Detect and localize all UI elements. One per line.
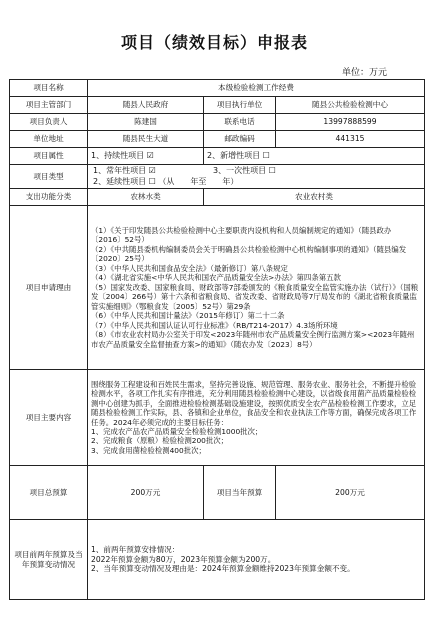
row-project-name [10,80,425,97]
label-dept: 项目主管部门 [10,97,88,114]
value-dept: 随县人民政府 [88,97,204,114]
label-total-budget: 项目总预算 [10,466,88,520]
basis-line: （1）《关于印发随县公共检验检测中心主要职责内设机构和人员编制规定的通知》（随县政办〔2016〕52号） [91,225,392,245]
basis-line: （5）国家发改委、国家粮食局、财政部等7部委颁发的《粮食质量安全监管实施办法（试行）》（国粮发〔2004〕266号）第十六条和省粮食局、省发改委、省财政局等7厅局发布的《湖北省粮食质量监管实施细则》（鄂粮食发〔2005〕52号）第29条 [91,282,419,311]
basis-line: （8）《市农业农村局办公室关于印发<2023年随州市农产品质量安全例行监测方案><2023年随州市农产品质量安全监督抽查方案>的通知》（随农办发〔2023〕8号） [91,330,415,349]
row-change [10,520,425,600]
label-function-class: 支出功能分类 [10,189,88,206]
content-line: 1、完成农产品农产品质量安全检验检测1000批次； [91,426,263,436]
basis-content [88,206,425,370]
value-function-class-2: 农业农村类 [204,189,425,206]
value-function-class-1: 农林水类 [88,189,204,206]
content-block [88,370,425,466]
change-line: 2、当年预算变动情况及理由是：2024年预算金额维持2023年预算金额不变。 [91,564,355,574]
row-total [10,466,425,520]
label-basis: 项目申请理由 [10,206,88,370]
row-content [10,370,425,466]
value-address: 随县民生大道 [88,131,204,148]
row-function-class [10,189,425,206]
basis-line: （7）《中华人民共和国认证认可行业标准》（RB/T214-2017）4.3场所环境 [91,320,338,330]
label-exec-unit: 项目执行单位 [204,97,276,114]
unit-label: 单位：万元 [341,68,387,78]
type-option-recurring[interactable]: 1、常年性项目 ☑ [93,166,156,176]
label-address: 单位地址 [10,131,88,148]
row-owner [10,114,425,131]
value-year-budget: 200万元 [276,466,425,520]
value-exec-unit: 随县公共检验检测中心 [276,97,425,114]
label-project-name: 项目名称 [10,80,88,97]
row-basis [10,206,425,370]
value-phone: 13997888599 [276,114,425,131]
value-total-budget: 200万元 [88,466,204,520]
label-owner: 项目负责人 [10,114,88,131]
attribute-option-new[interactable]: 2、新增性项目 ☐ [204,148,425,165]
label-zip: 邮政编码 [204,131,276,148]
label-budget-change: 项目前两年预算及当年预算变动情况 [10,520,88,600]
label-phone: 联系电话 [204,114,276,131]
row-type [10,165,425,189]
basis-line: （4）《湖北省实施<中华人民共和国农产品质量安全法>办法》第四条第五款 [91,273,341,283]
row-attribute [10,148,425,165]
value-owner: 陈建国 [88,114,204,131]
content-line: 围绕服务工程建设和百姓民生需求，坚持完善设施、规范管理、服务农业、服务社会，不断提升检验检测水平，各项工作扎实有序推进，充分利用随县检验检测中心建设，以省级食用菌产品质量检验检测中心创建为抓手，全面推进检验检测基础设施建设，按照优质安全农产品检验检测工作要求，立足随县检验检测工作实际，县、各镇和企业单位，食品安全和农业执法工作等方面，确保完成各项工作任务。2024年必须完成的主要目标任务： [91,379,417,427]
change-block [88,520,425,600]
label-year-budget: 项目当年预算 [204,466,276,520]
type-option-onetime[interactable]: 3、一次性项目 ☐ [213,166,276,176]
declaration-table [9,79,425,600]
label-content: 项目主要内容 [10,370,88,466]
label-type: 项目类型 [10,165,88,189]
type-options [88,165,425,189]
change-line: 1、前两年预算安排情况： [91,544,180,554]
row-dept [10,97,425,114]
row-address [10,131,425,148]
basis-line: （2）《中共随县委机构编制委员会关于明确县公共检验检测中心机构编制事项的通知》（随县编发〔2020〕25号） [91,244,407,264]
content-line: 3、完成食用菌检验检测400批次； [91,445,206,455]
value-zip: 441315 [276,131,425,148]
attribute-option-continuous[interactable]: 1、持续性项目 ☑ [88,148,204,165]
page-title: 项目（绩效目标）申报表 [120,33,308,52]
value-project-name: 本级检验检测工作经费 [88,80,425,97]
content-line: 2、完成粮食（原粮）检验检测200批次； [91,436,229,446]
basis-line: （3）《中华人民共和国食品安全法》（最新修订）第八条规定 [91,263,288,273]
type-option-extended[interactable]: 2、延续性项目 ☐ （从 年至 年） [93,176,239,186]
label-attribute: 项目属性 [10,148,88,165]
change-line: 2022年预算金额为80万，2023年预算金额为200万。 [91,554,276,564]
basis-line: （6）《中华人民共和国计量法》（2015年修订）第二十二条 [91,311,285,321]
